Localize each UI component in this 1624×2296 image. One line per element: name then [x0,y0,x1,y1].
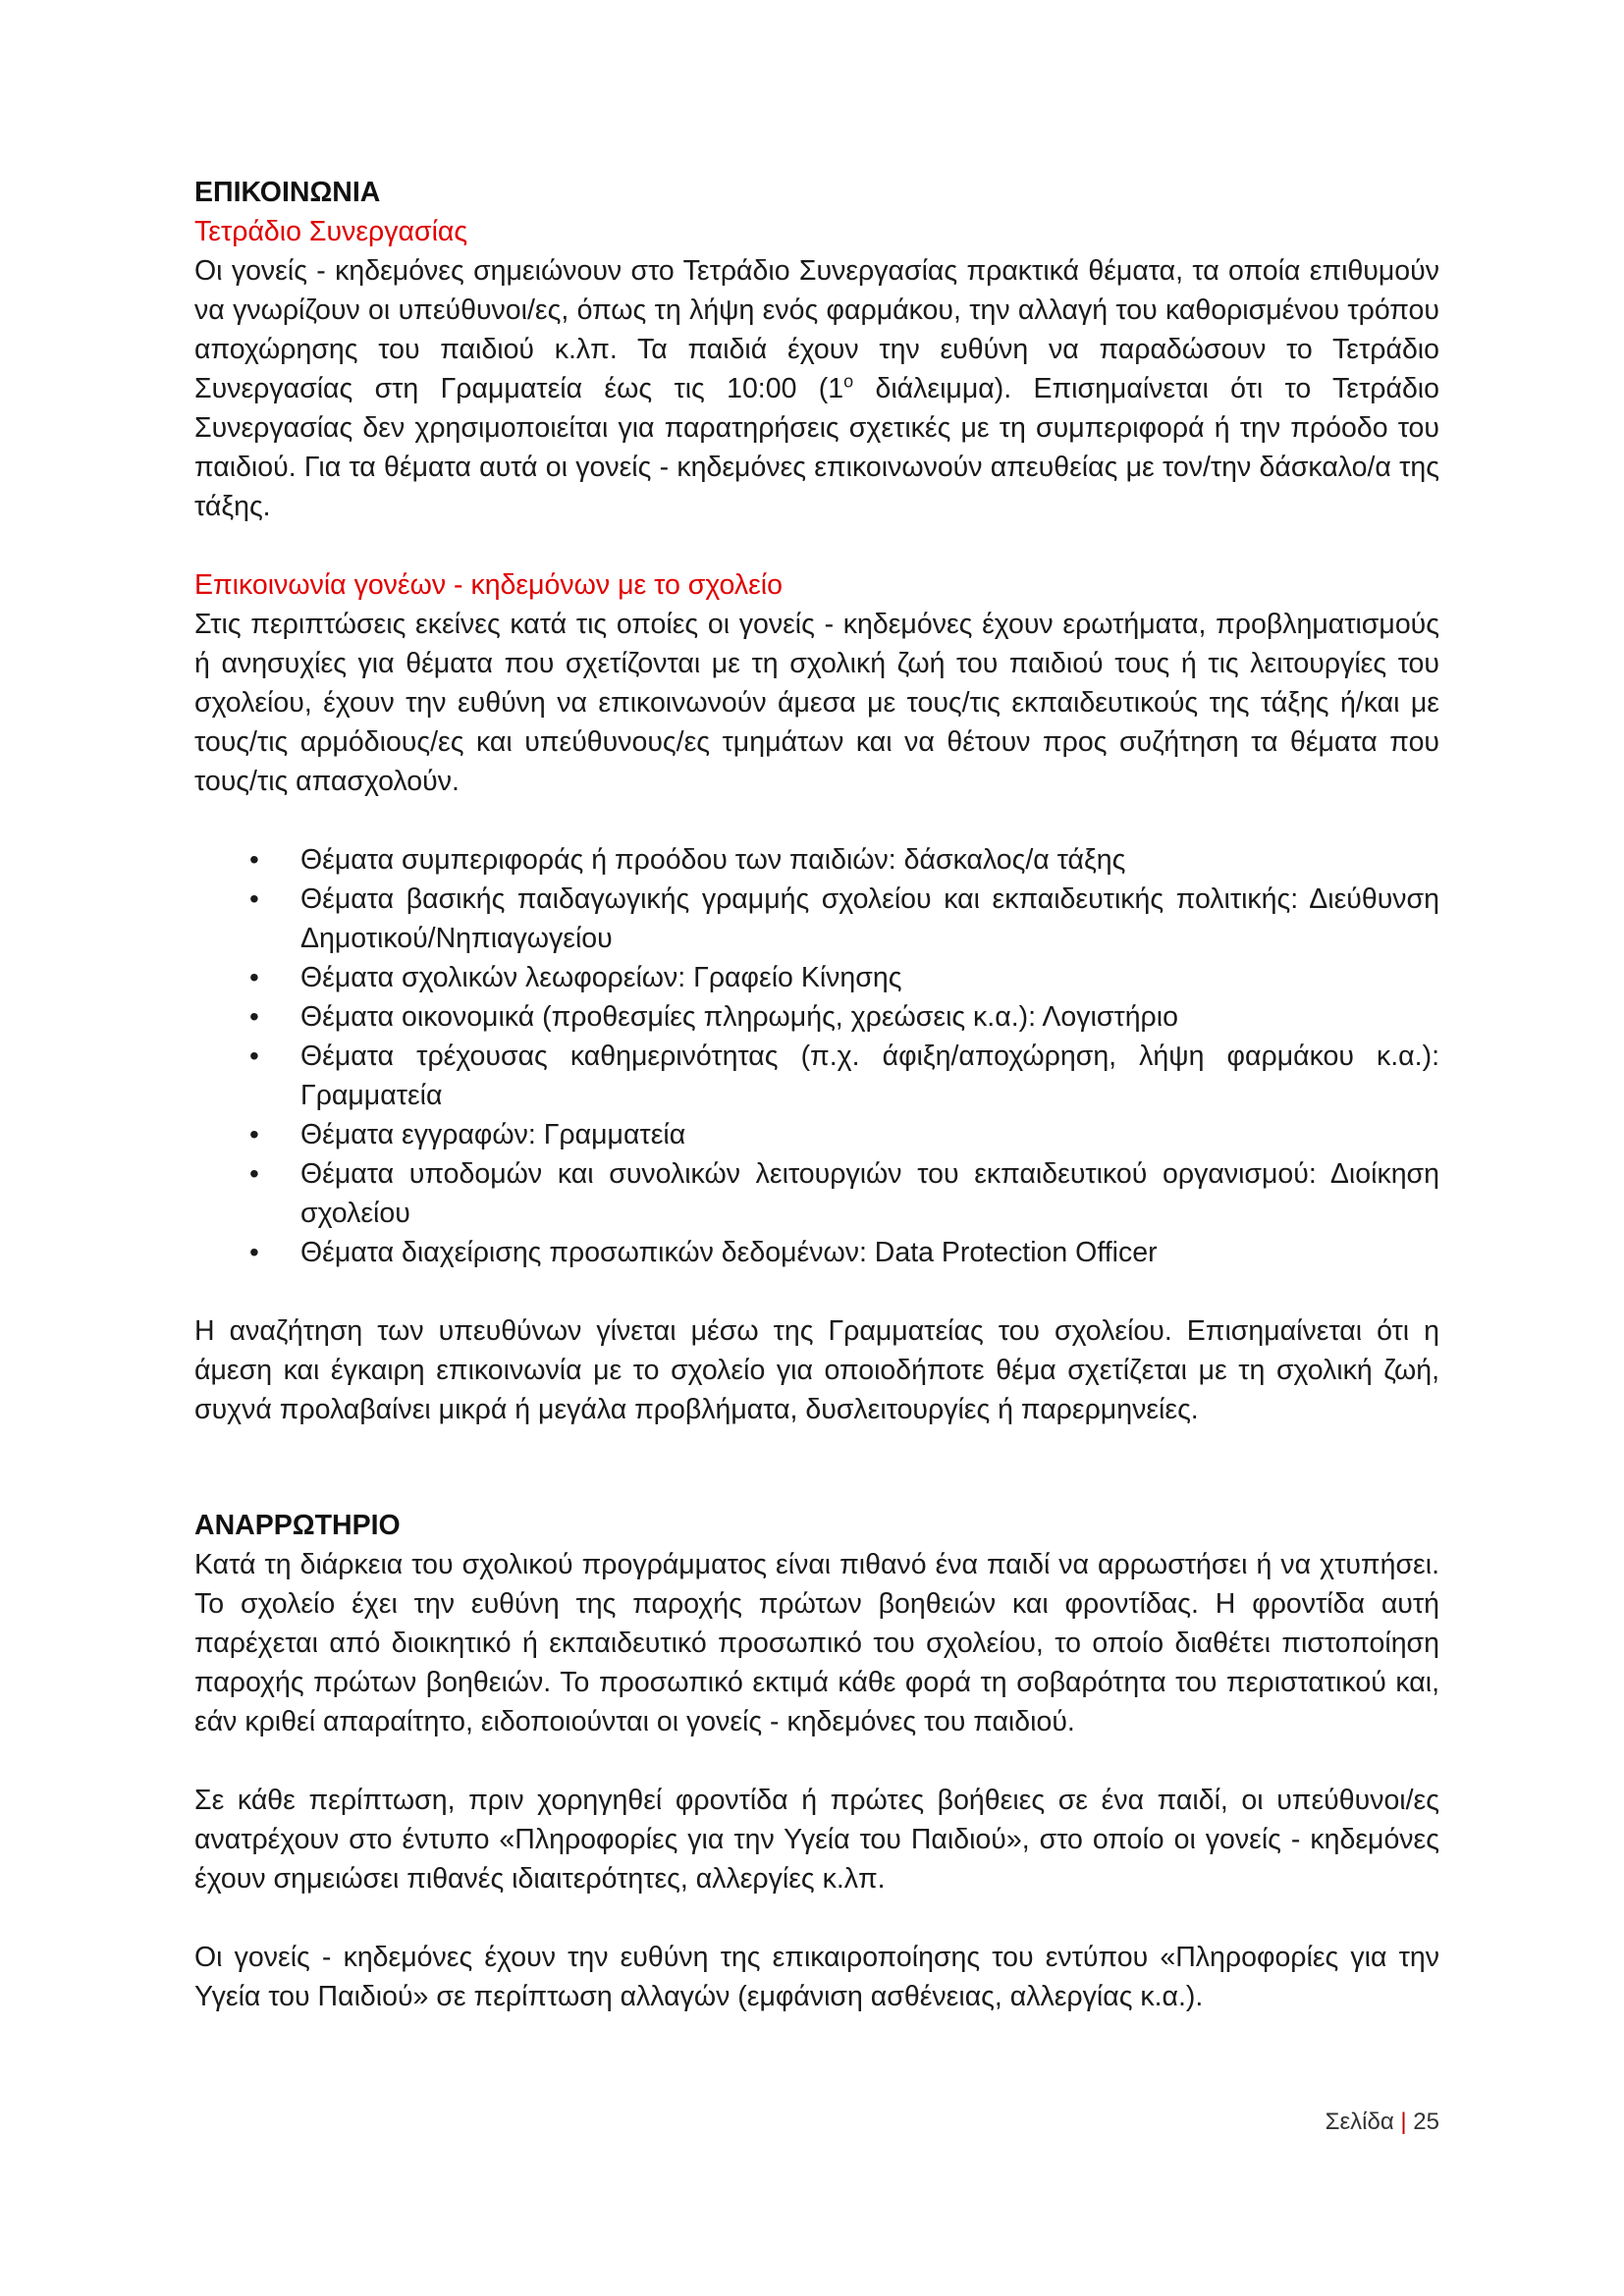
list-item [194,1115,1439,1154]
responsibilities-list [194,840,1439,1272]
paragraph-infirmary-1: Κατά τη διάρκεια του σχολικού προγράμματος είναι πιθανό ένα παιδί να αρρωστήσει ή να χτυπήσει. Το σχολείο έχει την ευθύνη της παροχής πρώτων βοηθειών και φροντίδας. Η φροντίδα αυτή παρέχεται από διοικητικό ή εκπαιδευτικό προσωπικό του σχολείου, το οποίο διαθέτει πιστοποίηση παροχής πρώτων βοηθειών. Το προσωπικό εκτιμά κάθε φορά τη σοβαρότητα του περιστατικού και, εάν κριθεί απαραίτητο, ειδοποιούνται οι γονείς - κηδεμόνες του παιδιού. [194,1549,1439,1737]
list-item [194,958,1439,997]
list-item [194,1233,1439,1272]
section-heading-infirmary: ΑΝΑΡΡΩΤΗΡΙΟ [194,1510,401,1541]
page-number: 25 [1413,2109,1439,2135]
list-item-text: Θέματα βασικής παιδαγωγικής γραμμής σχολείου και εκπαιδευτικής πολιτικής: Διεύθυνση Δημοτικού/Νηπιαγωγείου [300,883,1439,954]
bullet-icon: • [249,1119,259,1149]
list-item-text: Θέματα σχολικών λεωφορείων: Γραφείο Κίνησης [300,962,902,993]
paragraph-parent-school-communication: Στις περιπτώσεις εκείνες κατά τις οποίες οι γονείς - κηδεμόνες έχουν ερωτήματα, προβληματισμούς ή ανησυχίες για θέματα που σχετίζονται με τη σχολική ζωή του παιδιού τους ή τις λειτουργίες του σχολείου, έχουν την ευθύνη να επικοινωνούν άμεσα με τους/τις εκπαιδευτικούς της τάξης ή/και με τους/τις αρμόδιους/ες και υπεύθυνους/ες τμημάτων και να θέτουν προς συζήτηση τα θέματα που τους/τις απασχολούν. [194,609,1439,797]
list-item [194,880,1439,958]
paragraph-cooperation-notebook [194,251,1439,526]
list-item-text: Θέματα τρέχουσας καθημερινότητας (π.χ. άφιξη/αποχώρηση, λήψη φαρμάκου κ.α.): Γραμματεία [300,1041,1439,1111]
bullet-icon: • [249,1041,259,1071]
subheading-cooperation-notebook: Τετράδιο Συνεργασίας [194,216,468,247]
bullet-icon: • [249,844,259,875]
list-item [194,997,1439,1037]
subheading-parent-school-communication: Επικοινωνία γονέων - κηδεμόνων με το σχολείο [194,569,783,601]
page-label: Σελίδα [1325,2109,1394,2135]
list-item-text: Θέματα υποδομών και συνολικών λειτουργιών του εκπαιδευτικού οργανισμού: Διοίκηση σχολείου [300,1158,1439,1229]
paragraph-text: Οι γονείς - κηδεμόνες σημειώνουν στο Τετράδιο Συνεργασίας πρακτικά θέματα, τα οποία επιθυμούν να γνωρίζουν οι υπεύθυνοι/ες, όπως τη λήψη ενός φαρμάκου, την αλλαγή του καθορισμένου τρόπου αποχώρησης του παιδιού κ.λπ. Τα παιδιά έχουν την ευθύνη να παραδώσουν το Τετράδιο Συνεργασίας στη Γραμματεία έως τις 10:00 (1 [194,255,1439,404]
bullet-icon: • [249,962,259,992]
list-item-text: Θέματα εγγραφών: Γραμματεία [300,1119,686,1150]
list-item [194,1037,1439,1115]
bullet-icon: • [249,1001,259,1032]
paragraph-infirmary-3: Οι γονείς - κηδεμόνες έχουν την ευθύνη της επικαιροποίησης του εντύπου «Πληροφορίες για την Υγεία του Παιδιού» σε περίπτωση αλλαγών (εμφάνιση ασθένειας, αλλεργίας κ.α.). [194,1942,1439,2012]
footer-separator: | [1400,2109,1407,2135]
page-footer [1257,2109,1439,2136]
section-heading-communication: ΕΠΙΚΟΙΝΩΝΙΑ [194,177,381,208]
list-item-text: Θέματα συμπεριφοράς ή προόδου των παιδιών: δάσκαλος/α τάξης [300,844,1126,876]
document-page [194,173,1439,2016]
list-item [194,840,1439,880]
paragraph-infirmary-2: Σε κάθε περίπτωση, πριν χορηγηθεί φροντίδα ή πρώτες βοήθειες σε ένα παιδί, οι υπεύθυνοι/ες ανατρέχουν στο έντυπο «Πληροφορίες για την Υγεία του Παιδιού», στο οποίο οι γονείς - κηδεμόνες έχουν σημειώσει πιθανές ιδιαιτερότητες, αλλεργίες κ.λπ. [194,1785,1439,1895]
paragraph-text-end: διάλειμμα). Επισημαίνεται ότι το Τετράδιο Συνεργασίας δεν χρησιμοποιείται για παρατηρήσεις σχετικές με τη συμπεριφορά ή την πρόοδο του παιδιού. Για τα θέματα αυτά οι γονείς - κηδεμόνες επικοινωνούν απευθείας με τον/την δάσκαλο/α της τάξης. [194,373,1439,522]
list-item [194,1154,1439,1233]
paragraph-contact-info: Η αναζήτηση των υπευθύνων γίνεται μέσω της Γραμματείας του σχολείου. Επισημαίνεται ότι η άμεση και έγκαιρη επικοινωνία με το σχολείο για οποιοδήποτε θέμα σχετίζεται με τη σχολική ζωή, συχνά προλαβαίνει μικρά ή μεγάλα προβλήματα, δυσλειτουργίες ή παρερμηνείες. [194,1315,1439,1425]
superscript: ο [843,371,854,392]
bullet-icon: • [249,883,259,914]
bullet-icon: • [249,1158,259,1189]
list-item-text: Θέματα οικονομικά (προθεσμίες πληρωμής, χρεώσεις κ.α.): Λογιστήριο [300,1001,1178,1033]
bullet-icon: • [249,1237,259,1267]
list-item-text: Θέματα διαχείρισης προσωπικών δεδομένων: Data Protection Officer [300,1237,1158,1268]
